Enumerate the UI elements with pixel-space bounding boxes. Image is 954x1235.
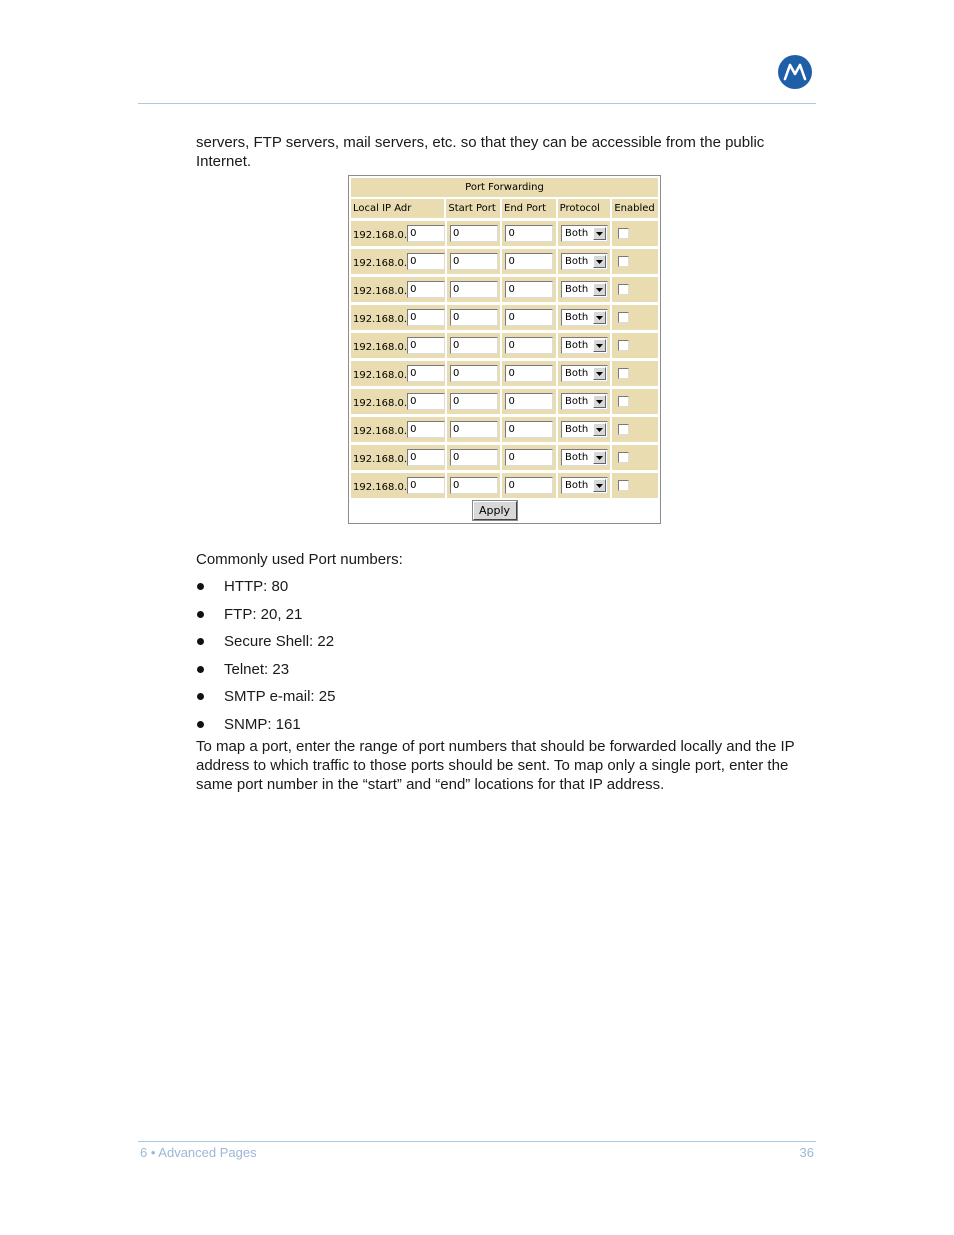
list-item: Secure Shell: 22 bbox=[196, 632, 335, 660]
enabled-cell bbox=[612, 361, 658, 386]
protocol-selected-value: Both bbox=[564, 340, 589, 351]
start-port-cell bbox=[447, 277, 500, 302]
apply-row bbox=[349, 501, 660, 520]
table-row bbox=[351, 389, 658, 414]
protocol-cell bbox=[558, 473, 610, 498]
protocol-cell bbox=[558, 417, 610, 442]
end-port-cell bbox=[502, 221, 555, 246]
local-ip-cell bbox=[351, 445, 445, 470]
end-port-input[interactable]: 0 bbox=[505, 253, 553, 270]
protocol-cell bbox=[558, 249, 610, 274]
protocol-cell bbox=[558, 445, 610, 470]
protocol-selected-value: Both bbox=[564, 312, 589, 323]
enabled-checkbox[interactable] bbox=[618, 424, 629, 435]
end-port-input[interactable]: 0 bbox=[505, 449, 553, 466]
start-port-cell bbox=[447, 221, 500, 246]
start-port-cell bbox=[447, 445, 500, 470]
start-port-input[interactable]: 0 bbox=[450, 225, 498, 242]
protocol-selected-value: Both bbox=[564, 480, 589, 491]
start-port-input[interactable]: 0 bbox=[450, 365, 498, 382]
table-row bbox=[351, 473, 658, 498]
start-port-cell bbox=[447, 417, 500, 442]
enabled-cell bbox=[612, 417, 658, 442]
end-port-input[interactable]: 0 bbox=[505, 281, 553, 298]
end-port-cell bbox=[502, 361, 555, 386]
ip-last-octet-input[interactable]: 0 bbox=[407, 421, 445, 438]
end-port-input[interactable]: 0 bbox=[505, 309, 553, 326]
local-ip-cell bbox=[351, 389, 445, 414]
list-item: Telnet: 23 bbox=[196, 660, 335, 688]
protocol-selected-value: Both bbox=[564, 396, 589, 407]
apply-button[interactable]: Apply bbox=[473, 501, 517, 520]
chevron-down-icon[interactable] bbox=[593, 311, 606, 324]
protocol-select[interactable] bbox=[561, 281, 608, 298]
ip-prefix-label: 192.168.0. bbox=[353, 257, 408, 269]
ip-last-octet-input[interactable]: 0 bbox=[407, 309, 445, 326]
enabled-cell bbox=[612, 333, 658, 358]
start-port-cell bbox=[447, 333, 500, 358]
column-header-local-ip: Local IP Adr bbox=[351, 199, 444, 218]
ip-prefix-label: 192.168.0. bbox=[353, 397, 408, 409]
ip-last-octet-input[interactable]: 0 bbox=[407, 477, 445, 494]
chevron-down-icon[interactable] bbox=[593, 423, 606, 436]
footer-section: 6 • Advanced Pages bbox=[140, 1145, 257, 1160]
chevron-down-icon[interactable] bbox=[593, 451, 606, 464]
ip-last-octet-input[interactable]: 0 bbox=[407, 365, 445, 382]
start-port-input[interactable]: 0 bbox=[450, 477, 498, 494]
end-port-input[interactable]: 0 bbox=[505, 365, 553, 382]
start-port-input[interactable]: 0 bbox=[450, 449, 498, 466]
start-port-cell bbox=[447, 473, 500, 498]
ip-last-octet-input[interactable]: 0 bbox=[407, 225, 445, 242]
chevron-down-icon[interactable] bbox=[593, 255, 606, 268]
protocol-select[interactable] bbox=[561, 477, 608, 494]
enabled-cell bbox=[612, 445, 658, 470]
port-forwarding-header-row bbox=[351, 199, 658, 218]
local-ip-cell bbox=[351, 221, 445, 246]
local-ip-cell bbox=[351, 473, 445, 498]
intro-text: servers, FTP servers, mail servers, etc. so that they can be accessible from the public Internet. bbox=[196, 134, 765, 170]
ip-last-octet-input[interactable]: 0 bbox=[407, 393, 445, 410]
column-header-start-port: Start Port bbox=[446, 199, 500, 218]
start-port-cell bbox=[447, 305, 500, 330]
local-ip-cell bbox=[351, 305, 445, 330]
table-row bbox=[351, 417, 658, 442]
common-ports-list bbox=[196, 577, 335, 742]
enabled-cell bbox=[612, 305, 658, 330]
footer-rule bbox=[138, 1141, 816, 1142]
enabled-checkbox[interactable] bbox=[618, 396, 629, 407]
end-port-input[interactable]: 0 bbox=[505, 337, 553, 354]
enabled-checkbox[interactable] bbox=[618, 256, 629, 267]
ip-prefix-label: 192.168.0. bbox=[353, 229, 408, 241]
end-port-cell bbox=[502, 249, 555, 274]
end-port-input[interactable]: 0 bbox=[505, 225, 553, 242]
start-port-input[interactable]: 0 bbox=[450, 421, 498, 438]
enabled-cell bbox=[612, 473, 658, 498]
protocol-selected-value: Both bbox=[564, 228, 589, 239]
ip-last-octet-input[interactable]: 0 bbox=[407, 253, 445, 270]
start-port-input[interactable]: 0 bbox=[450, 253, 498, 270]
protocol-select[interactable] bbox=[561, 365, 608, 382]
protocol-select[interactable] bbox=[561, 421, 608, 438]
enabled-checkbox[interactable] bbox=[618, 452, 629, 463]
header-rule bbox=[138, 103, 816, 104]
common-ports-heading: Commonly used Port numbers: bbox=[196, 551, 403, 568]
ip-last-octet-input[interactable]: 0 bbox=[407, 449, 445, 466]
enabled-cell bbox=[612, 221, 658, 246]
footer-page-number: 36 bbox=[799, 1145, 814, 1160]
chevron-down-icon[interactable] bbox=[593, 479, 606, 492]
table-row bbox=[351, 249, 658, 274]
table-row bbox=[351, 333, 658, 358]
local-ip-cell bbox=[351, 249, 445, 274]
table-row bbox=[351, 445, 658, 470]
start-port-input[interactable]: 0 bbox=[450, 337, 498, 354]
protocol-select[interactable] bbox=[561, 393, 608, 410]
table-row bbox=[351, 305, 658, 330]
table-row bbox=[351, 361, 658, 386]
end-port-cell bbox=[502, 305, 555, 330]
protocol-cell bbox=[558, 221, 610, 246]
port-forwarding-form bbox=[348, 175, 661, 524]
enabled-cell bbox=[612, 389, 658, 414]
list-item: SMTP e-mail: 25 bbox=[196, 687, 335, 715]
local-ip-cell bbox=[351, 333, 445, 358]
list-item: HTTP: 80 bbox=[196, 577, 335, 605]
protocol-selected-value: Both bbox=[564, 424, 589, 435]
port-forwarding-title: Port Forwarding bbox=[351, 178, 658, 197]
protocol-cell bbox=[558, 277, 610, 302]
end-port-cell bbox=[502, 333, 555, 358]
enabled-cell bbox=[612, 277, 658, 302]
enabled-checkbox[interactable] bbox=[618, 312, 629, 323]
protocol-select[interactable] bbox=[561, 309, 608, 326]
table-row bbox=[351, 221, 658, 246]
chevron-down-icon[interactable] bbox=[593, 339, 606, 352]
start-port-cell bbox=[447, 361, 500, 386]
table-row bbox=[351, 277, 658, 302]
list-item: FTP: 20, 21 bbox=[196, 605, 335, 633]
motorola-logo-icon bbox=[778, 55, 812, 89]
protocol-select[interactable] bbox=[561, 253, 608, 270]
start-port-input[interactable]: 0 bbox=[450, 281, 498, 298]
protocol-cell bbox=[558, 333, 610, 358]
chevron-down-icon[interactable] bbox=[593, 395, 606, 408]
column-header-enabled: Enabled bbox=[612, 199, 658, 218]
ip-prefix-label: 192.168.0. bbox=[353, 313, 408, 325]
end-port-cell bbox=[502, 417, 555, 442]
mapping-paragraph: To map a port, enter the range of port numbers that should be forwarded locally and the IP address to which traffic to those ports should be sent. To map only a single port, enter the same port number in the “start” and “end” locations for that IP address. bbox=[196, 738, 795, 793]
enabled-checkbox[interactable] bbox=[618, 340, 629, 351]
local-ip-cell bbox=[351, 277, 445, 302]
protocol-select[interactable] bbox=[561, 449, 608, 466]
ip-last-octet-input[interactable]: 0 bbox=[407, 337, 445, 354]
ip-prefix-label: 192.168.0. bbox=[353, 285, 408, 297]
chevron-down-icon[interactable] bbox=[593, 227, 606, 240]
enabled-checkbox[interactable] bbox=[618, 480, 629, 491]
ip-prefix-label: 192.168.0. bbox=[353, 425, 408, 437]
protocol-selected-value: Both bbox=[564, 284, 589, 295]
protocol-cell bbox=[558, 361, 610, 386]
end-port-cell bbox=[502, 277, 555, 302]
enabled-cell bbox=[612, 249, 658, 274]
column-header-end-port: End Port bbox=[502, 199, 556, 218]
end-port-cell bbox=[502, 473, 555, 498]
start-port-cell bbox=[447, 389, 500, 414]
protocol-select[interactable] bbox=[561, 225, 608, 242]
end-port-cell bbox=[502, 445, 555, 470]
list-item: SNMP: 161 bbox=[196, 715, 335, 743]
local-ip-cell bbox=[351, 417, 445, 442]
chevron-down-icon[interactable] bbox=[593, 367, 606, 380]
port-forwarding-rows bbox=[351, 221, 658, 498]
ip-prefix-label: 192.168.0. bbox=[353, 369, 408, 381]
enabled-checkbox[interactable] bbox=[618, 284, 629, 295]
protocol-cell bbox=[558, 305, 610, 330]
start-port-input[interactable]: 0 bbox=[450, 393, 498, 410]
column-header-protocol: Protocol bbox=[558, 199, 611, 218]
ip-prefix-label: 192.168.0. bbox=[353, 453, 408, 465]
protocol-select[interactable] bbox=[561, 337, 608, 354]
end-port-input[interactable]: 0 bbox=[505, 421, 553, 438]
protocol-cell bbox=[558, 389, 610, 414]
start-port-cell bbox=[447, 249, 500, 274]
ip-last-octet-input[interactable]: 0 bbox=[407, 281, 445, 298]
local-ip-cell bbox=[351, 361, 445, 386]
end-port-input[interactable]: 0 bbox=[505, 393, 553, 410]
enabled-checkbox[interactable] bbox=[618, 368, 629, 379]
enabled-checkbox[interactable] bbox=[618, 228, 629, 239]
protocol-selected-value: Both bbox=[564, 452, 589, 463]
ip-prefix-label: 192.168.0. bbox=[353, 341, 408, 353]
end-port-input[interactable]: 0 bbox=[505, 477, 553, 494]
end-port-cell bbox=[502, 389, 555, 414]
start-port-input[interactable]: 0 bbox=[450, 309, 498, 326]
ip-prefix-label: 192.168.0. bbox=[353, 481, 408, 493]
protocol-selected-value: Both bbox=[564, 256, 589, 267]
protocol-selected-value: Both bbox=[564, 368, 589, 379]
chevron-down-icon[interactable] bbox=[593, 283, 606, 296]
